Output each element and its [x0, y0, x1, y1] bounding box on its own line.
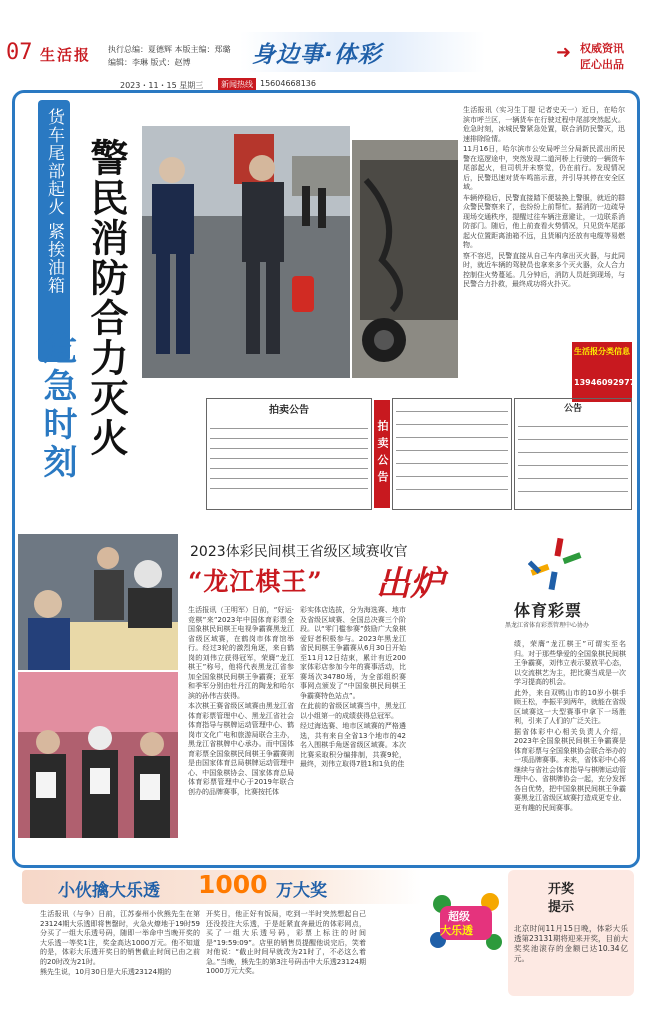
- auction-notice-block: [206, 398, 372, 510]
- table-row: [518, 430, 628, 440]
- lottery-brand-name: 体育彩票: [514, 601, 583, 620]
- story2-headline-main: “龙江棋王”: [188, 567, 323, 596]
- story2-col1-para-1: 生活报讯（王明军）日前，“好运·竞棋”来”2023年中国体育彩票全国象棋民间棋王电视争霸赛黑龙江省级区域赛，在鹤岗市体育馆举行。经过3轮的激烈角逐，来自鹤岗的刘伟立获得冠军，荣膺“龙江棋王”称号，他将代表黑龙江省参加全国象棋民间棋王争霸赛；亚军和季军分别由牡丹江的陶龙和哈尔滨的孙伟吉获得。: [188, 606, 294, 700]
- table-row: [396, 454, 508, 464]
- public-notice-title: 公告: [563, 404, 582, 414]
- story3-body-right: [206, 910, 366, 996]
- draw-notice-title-2: 提示: [548, 900, 575, 915]
- story1-para-3: 车辆停稳后，民警直接踏下便装换上警服，就近的群众警民警察来了，也纷纷上前帮忙。据消防一边疏导现场交通秩序，提醒过往车辆注意避让，一边联系消防部门。随后，他上前查看火势情况，只见货车尾部起火位置距离油箱不远，且货厢内还放有电缆等易燃物。: [463, 193, 625, 249]
- super-lotto-line-1: 超级: [448, 910, 470, 923]
- auction-notice-block-2: [392, 398, 512, 510]
- story2-headline-accent: 出炉: [376, 564, 444, 604]
- story2-column-divider: [410, 640, 508, 840]
- table-row: [396, 415, 508, 425]
- story2-col-1: [188, 606, 294, 846]
- story2-col1-para-2: 本次棋王赛省级区域赛由黑龙江省体育彩票管理中心、黑龙江省社会体育指导与棋牌运动管理中心、鹤岗市文化广电和旅游局联合主办，黑龙江省棋牌中心承办。而中国体育彩票全国象棋民间棋王争霸赛则是由国家体育总局棋牌运动管理中心、中国象棋协会、国家体育总局体育彩票管理中心于2019年联合创办的品牌赛事，比赛按托体: [188, 702, 294, 796]
- table-row: [396, 467, 508, 477]
- story1-headline: 警民消防合力灭火: [84, 138, 129, 458]
- story3-left-para-2: 熊先生说，10月30日是大乐透23124期的: [40, 968, 172, 976]
- story2-photo-awards: [18, 672, 178, 838]
- firefighters-scene-illustration: [142, 126, 350, 378]
- table-row: [210, 439, 368, 449]
- table-row: [518, 469, 628, 479]
- auction-notice-title: 拍卖公告: [269, 405, 309, 416]
- story2-col3-para-1: 绩，荣膺“龙江棋王”可谓实至名归。对于那些挚爱的全国象棋民间棋王争霸赛，刘伟立表示要放平心态，以交流棋艺为主，把比赛当成是一次学习提高的机会。: [514, 640, 626, 686]
- super-lotto-line-2: 大乐透: [440, 924, 473, 937]
- table-row: [210, 469, 368, 479]
- burnt-truck-illustration: [352, 140, 458, 378]
- sports-lottery-star-icon: [528, 536, 584, 592]
- table-row: [210, 459, 368, 469]
- story3-body-left: [40, 910, 200, 996]
- table-row: [210, 419, 368, 429]
- table-row: [210, 479, 368, 489]
- paper-name: 生活报: [40, 46, 92, 64]
- auction-side-label: 拍卖公告: [374, 400, 390, 508]
- table-row: [396, 402, 508, 412]
- slogan-1: 权威资讯: [580, 42, 624, 55]
- page-number: 07: [6, 40, 33, 65]
- table-row: [210, 449, 368, 459]
- auction-notice-table: [210, 419, 368, 489]
- story2-col2-para-2: 在此前的省级区域赛当中，黑龙江以小组第一的成绩获得总冠军。: [300, 702, 406, 720]
- draw-notice-body: 北京时间11月15日晚，体彩大乐透第23131期将迎来开奖，目前大奖奖池滚存的金额已达10.34亿元。: [514, 924, 628, 963]
- public-notice-block: [514, 398, 632, 510]
- hotline-number: 15604668136: [260, 79, 316, 88]
- story3-right-para-1: 开奖日，他正好有饭局，吃到一半时突然想起自己还没投注大乐透，于是赶紧直奔最近的体彩网点，买了一组大乐透号码，彩票上标注的时间是“19:59:09”。店里的销售员提醒他说完后，笑着对他说：“截止时间早就改为21时了，不必这么着急。”当晚，熊先生的第3注号码击中大乐透23124期1000万元大奖。: [206, 910, 366, 975]
- classified-ad-phone: 13946092977: [574, 378, 636, 387]
- lottery-star-logo: [528, 536, 584, 592]
- story2-headline-top: 2023体彩民间棋王省级区域赛收官: [190, 544, 408, 560]
- story3-headline-post: 万大奖: [276, 881, 327, 901]
- story2-col3-para-2: 此外，来自双鸭山市的10岁小棋手顾王松，李振平到两年，就能在省级区域赛这一大型赛事中拿下一场胜利，引来了人们的广泛关注。: [514, 688, 626, 725]
- story1-body: [463, 106, 625, 374]
- story2-col-3: [514, 640, 626, 854]
- table-row: [396, 428, 508, 438]
- table-row: [518, 443, 628, 453]
- table-row: [518, 417, 628, 427]
- lottery-brand-sub: 黑龙江省体育彩票管理中心协办: [505, 622, 590, 629]
- story1-kicker: 货车尾部起火 紧挨油箱: [44, 108, 64, 295]
- story3-left-para-1: 生活报讯（与争）日前，江苏泰州小伙熊先生在第23124期大乐透即将售罄时，火急火燎地于19时59分买了一组大乐透号码，随即一举命中当晚开奖的大乐透一等奖1注，奖金高达1000万元。他不知道的是，体彩大乐透开奖日的销售截止时间已由之前的20时改为21时。: [40, 910, 200, 966]
- section-title: 身边事·体彩: [252, 42, 382, 68]
- hotline-label: 新闻热线: [218, 78, 256, 91]
- table-row: [396, 441, 508, 451]
- story1-para-2: 11月16日，哈尔滨市公安局呼兰分局新民派出所民警在巡逻途中，突然发现二道河桥上行驶的一辆货车尾部起火，但司机并未察觉，仍在前行。发现情况后，民警迅速对货车鸣笛示意，并引导其停在安全区域。: [463, 145, 625, 191]
- story2-col2-para-3: 经过海选赛、地市区域赛的严格遴选，共有来自全省13个地市的42名入围棋手角逐省级区域赛。本次比赛采取积分编排制，共赛9轮，最终，刘伟立取得7胜1和1负的佳: [300, 722, 406, 768]
- story3-headline-pre: 小伙擒大乐透: [58, 881, 160, 901]
- draw-notice-title-1: 开奖: [548, 882, 575, 897]
- arrow-icon: ➜: [556, 42, 572, 63]
- story3-headline-number: 1000: [198, 870, 268, 899]
- story1-para-1: 生活报讯（实习生丁提 记者史天一）近日，在哈尔滨市呼兰区，一辆货车在行驶过程中尾部突然起火。危急时刻，冰城民警紧急处置，联合消防民警灭，迅速排除险情。: [463, 106, 625, 143]
- dateline: 2023・11・15 星期三: [120, 81, 204, 90]
- chess-players-illustration: [18, 534, 178, 670]
- story2-photo-chess: [18, 534, 178, 670]
- story1-subheadline: 危急时刻: [37, 330, 77, 482]
- award-ceremony-illustration: [18, 672, 178, 838]
- editors-line-1: 执行总编：夏德辉 本版主编：郑璐: [108, 45, 231, 54]
- editors-line-2: 编辑：李琳 版式：赵博: [108, 58, 191, 67]
- story1-para-4: 察不容迟，民警直接从自己车内拿出灭火器，与此同时，就近车辆的驾驶员也拿来多个灭火器，众人合力控制住火势蔓延。几分钟后，消防人员赶到现场，与民警合力扑救，最终成功将火扑灭。: [463, 251, 625, 288]
- table-row: [518, 456, 628, 466]
- table-row: [210, 429, 368, 439]
- table-row: [518, 482, 628, 492]
- story1-truck-photo: [352, 140, 458, 378]
- classified-ad-label: 生活报分类信息: [574, 347, 630, 356]
- story2-col3-para-3: 据省体彩中心相关负责人介绍，2023年全国象棋民间棋王争霸赛是体育彩票与全国象棋协会联合举办的一项品牌赛事。未来，省体彩中心将继续与省社会体育指导与棋牌运动管理中心、省棋牌协会一起，充分发挥各自优势，把中国象棋民间棋王争霸赛黑龙江省级区域赛打造成更专业、更有趣的民间赛事。: [514, 727, 626, 812]
- story2-col-2: [300, 606, 406, 846]
- story2-col2-para-1: 彩实体店选拔，分为海选赛、地市及省级区域赛、全国总决赛三个阶段。以“零门槛参赛”鼓励广大象棋爱好者积极参与。2023年黑龙江省民间棋王争霸赛从6月30日开始至11月12日结束，累计有近200家体彩店参加今年的赛事活动，比赛场次34780场，为全部组织赛事网点颁发了“中国象棋民间棋王争霸赛特色站点”。: [300, 606, 406, 700]
- table-row: [396, 480, 508, 490]
- slogan-2: 匠心出品: [580, 58, 624, 71]
- story1-photo: [142, 126, 350, 378]
- masthead: [0, 0, 654, 96]
